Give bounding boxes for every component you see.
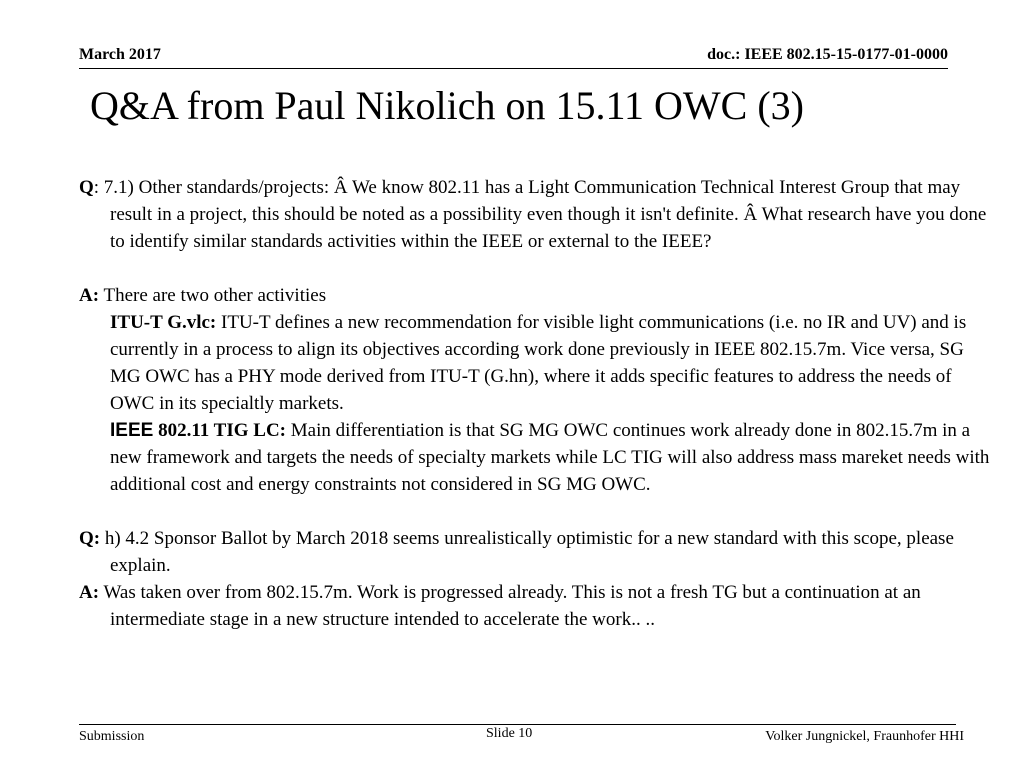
spacer [79,255,999,282]
answer-1-label: A: [79,285,100,306]
question-2 [79,525,999,579]
answer-1-text: There are two other activities [99,285,327,306]
footer-slide-number: Slide 10 [486,726,533,741]
answer-2 [79,579,999,633]
answer-2-label: A: [79,582,100,603]
answer-1-items [79,309,999,498]
answer-1-item-itu [110,309,999,417]
question-1-label: Q [79,177,94,198]
header-doc-id: doc.: IEEE 802.15-15-0177-01-0000 [707,46,948,63]
answer-2-text: Was taken over from 802.15.7m. Work is progressed already. This is not a fresh TG but a continuation at an intermediate stage in a new structure intended to accelerate the work.. .. [99,582,921,630]
question-1-text: : 7.1) Other standards/projects: Â We know 802.11 has a Light Communication Technical Interest Group that may result in a project, this should be noted as a possibility even though it isn't definite. Â What research have you done to identify similar standards activities within the IEEE or external to the IEEE? [93,177,987,252]
question-2-label: Q: [79,528,101,549]
footer-divider [79,724,956,725]
answer-1 [79,282,999,309]
item-itu-text: ITU-T defines a new recommendation for visible light communications (i.e. no IR and UV) and is currently in a process to align its objectives according work done previously in IEEE 802.15.7m. Vice versa, SG MG OWC has a PHY mode derived from ITU-T (G.hn), where it adds specific features to address the needs of OWC in its specialtly markets. [110,312,967,414]
item-itu-label: ITU-T G.vlc: [110,312,217,333]
item-ieee-text: Main differentiation is that SG MG OWC continues work already done in 802.15.7m in a new framework and targets the needs of specialty markets while LC TIG will also address mass mareket needs with additional cost and energy constraints not considered in SG MG OWC. [110,420,990,495]
spacer [79,498,999,525]
header-divider [79,68,948,69]
slide-title: Q&A from Paul Nikolich on 15.11 OWC (3) [90,83,805,128]
item-ieee-label-prefix: IEEE [110,420,154,441]
header-date: March 2017 [79,46,161,63]
footer-author: Volker Jungnickel, Fraunhofer HHI [765,729,964,744]
slide-body [79,174,999,633]
question-1 [79,174,999,255]
answer-1-item-ieee [110,417,999,498]
item-ieee-label: 802.11 TIG LC: [153,420,286,441]
question-2-text: h) 4.2 Sponsor Ballot by March 2018 seems unrealistically optimistic for a new standard with this scope, please explain. [100,528,954,576]
footer-submission: Submission [79,729,145,744]
